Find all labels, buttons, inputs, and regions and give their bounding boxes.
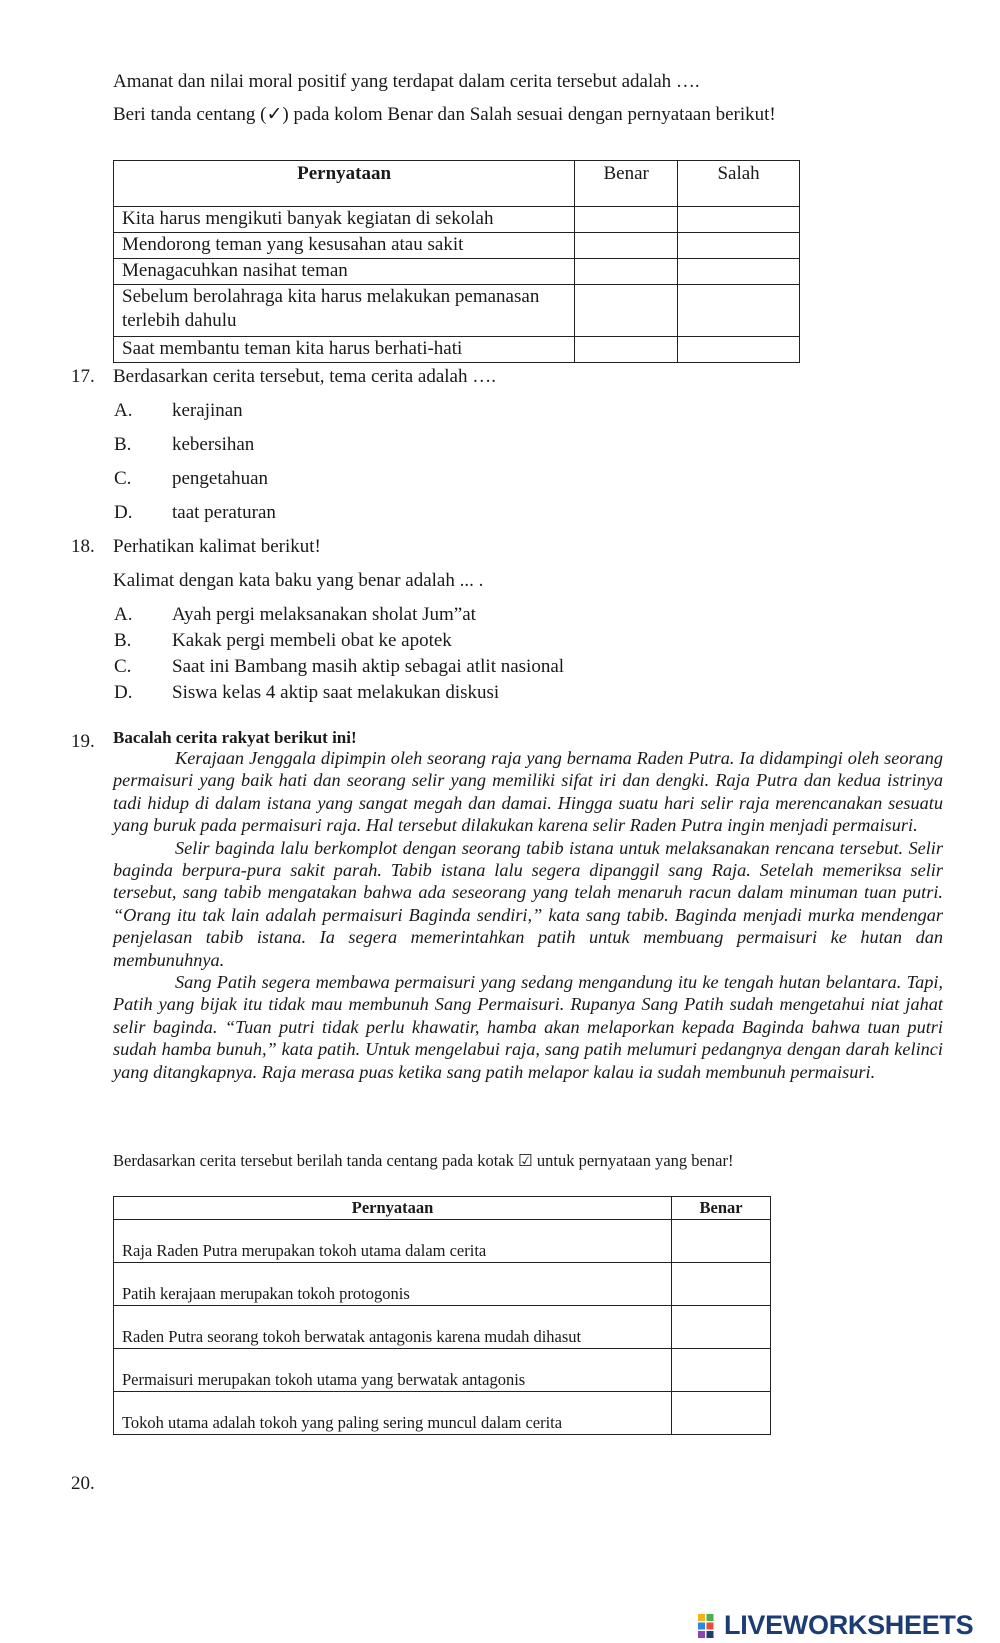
table-row: [114, 1392, 771, 1435]
false-checkbox-cell[interactable]: [678, 285, 800, 337]
true-checkbox-cell[interactable]: [672, 1306, 771, 1349]
true-checkbox-cell[interactable]: [575, 207, 678, 233]
true-checkbox-cell[interactable]: [575, 337, 678, 363]
false-checkbox-cell[interactable]: [678, 337, 800, 363]
statement-cell: Permaisuri merupakan tokoh utama yang berwatak antagonis: [114, 1349, 672, 1392]
q18-option-d-letter: D.: [114, 682, 133, 703]
q16-header-statement: Pernyataan: [114, 161, 575, 207]
q17-question: Berdasarkan cerita tersebut, tema cerita adalah ….: [113, 366, 496, 387]
q18-option-c[interactable]: Saat ini Bambang masih aktip sebagai atlit nasional: [172, 656, 565, 677]
q17-option-d-letter: D.: [114, 502, 133, 523]
q17-option-c[interactable]: pengetahuan: [172, 468, 269, 489]
q20-number: 20.: [71, 1473, 95, 1494]
q18-number: 18.: [71, 536, 95, 557]
q19-number: 19.: [71, 731, 95, 752]
false-checkbox-cell[interactable]: [678, 259, 800, 285]
q19-table-header: [114, 1197, 771, 1220]
q18-option-d[interactable]: Siswa kelas 4 aktip saat melakukan diskusi: [172, 682, 500, 703]
q16-header-false: Salah: [678, 161, 800, 207]
q17-option-a[interactable]: kerajinan: [172, 400, 243, 421]
q16-instruction: Beri tanda centang (✓) pada kolom Benar dan Salah sesuai dengan pernyataan berikut!: [113, 104, 776, 125]
true-checkbox-cell[interactable]: [672, 1392, 771, 1435]
q19-instruction: Berdasarkan cerita tersebut berilah tanda centang pada kotak ☑ untuk pernyataan yang benar!: [113, 1151, 734, 1170]
q19-table: [113, 1196, 771, 1435]
q19-heading: Bacalah cerita rakyat berikut ini!: [113, 728, 357, 747]
table-row: [114, 233, 800, 259]
q19-header-true: Benar: [672, 1197, 771, 1220]
liveworksheets-logo: LIVEWORKSHEETS: [724, 1610, 974, 1640]
story-paragraph: Sang Patih segera membawa permaisuri yang sedang mengandung itu ke tengah hutan belantara. Tapi, Patih yang bijak itu tidak mau membunuh Sang Permaisuri. Rupanya Sang Patih sudah mengetahui niat jahat selir baginda. “Tuan putri tidak perlu khawatir, hamba akan melaporkan kepada Baginda bahwa tuan putri sudah hamba bunuh,” kata patih. Untuk mengelabui raja, sang patih melumuri pedangnya dengan darah kelinci yang ditangkapnya. Raja merasa puas ketika sang patih melapor kalau ia sudah membunuh permaisuri.: [113, 972, 943, 1082]
q16-table: [113, 160, 800, 363]
true-checkbox-cell[interactable]: [672, 1220, 771, 1263]
q17-number: 17.: [71, 366, 95, 387]
q18-option-b[interactable]: Kakak pergi membeli obat ke apotek: [172, 630, 452, 651]
true-checkbox-cell[interactable]: [672, 1349, 771, 1392]
statement-cell: Saat membantu teman kita harus berhati-hati: [114, 337, 575, 363]
q17-option-a-letter: A.: [114, 400, 133, 421]
q18-question: Perhatikan kalimat berikut!: [113, 536, 321, 557]
true-checkbox-cell[interactable]: [575, 233, 678, 259]
table-row: [114, 1263, 771, 1306]
table-row: [114, 207, 800, 233]
q16-table-header: [114, 161, 800, 207]
table-row: [114, 285, 800, 337]
true-checkbox-cell[interactable]: [575, 259, 678, 285]
q17-option-b-letter: B.: [114, 434, 132, 455]
q18-option-b-letter: B.: [114, 630, 132, 651]
false-checkbox-cell[interactable]: [678, 233, 800, 259]
q16-header-true: Benar: [575, 161, 678, 207]
q19-story: [113, 747, 943, 1083]
table-row: [114, 337, 800, 363]
true-checkbox-cell[interactable]: [672, 1263, 771, 1306]
statement-cell: Patih kerajaan merupakan tokoh protogonis: [114, 1263, 672, 1306]
statement-cell: Raja Raden Putra merupakan tokoh utama dalam cerita: [114, 1220, 672, 1263]
q16-intro: Amanat dan nilai moral positif yang terdapat dalam cerita tersebut adalah ….: [113, 71, 700, 92]
q17-option-b[interactable]: kebersihan: [172, 434, 255, 455]
false-checkbox-cell[interactable]: [678, 207, 800, 233]
true-checkbox-cell[interactable]: [575, 285, 678, 337]
story-paragraph: Kerajaan Jenggala dipimpin oleh seorang raja yang bernama Raden Putra. Ia didampingi oleh seorang permaisuri yang baik hati dan seorang selir yang memiliki sifat iri dan dengki. Raja Putra dan kedua istrinya tadi hidup di dalam istana yang sangat megah dan damai. Hingga suatu hari selir raja merencanakan sesuatu yang buruk pada permaisuri raja. Hal tersebut dilakukan karena selir Raden Putra ingin menjadi permaisuri.: [113, 748, 943, 836]
q19-header-statement: Pernyataan: [114, 1197, 672, 1220]
q18-option-a-letter: A.: [114, 604, 133, 625]
statement-cell: Menagacuhkan nasihat teman: [114, 259, 575, 285]
table-row: [114, 259, 800, 285]
story-paragraph: Selir baginda lalu berkomplot dengan seorang tabib istana untuk melaksanakan rencana tersebut. Selir baginda berpura-pura sakit parah. Tabib istana lalu segera dipanggil sang Raja. Setelah memeriksa selir tersebut, sang tabib mengatakan bahwa ada seseorang yang telah menaruh racun dalam minuman tuan putri. “Orang itu tak lain adalah permaisuri Baginda sendiri,” kata sang tabib. Baginda menjadi murka mendengar penjelasan tabib istana. Ia segera memerintahkan patih untuk membuang permaisuri ke hutan dan membunuhnya.: [113, 837, 943, 970]
statement-cell: Kita harus mengikuti banyak kegiatan di sekolah: [114, 207, 575, 233]
q18-sub: Kalimat dengan kata baku yang benar adalah ... .: [113, 570, 484, 591]
q17-option-d[interactable]: taat peraturan: [172, 502, 276, 523]
statement-cell: Tokoh utama adalah tokoh yang paling sering muncul dalam cerita: [114, 1392, 672, 1435]
table-row: [114, 1349, 771, 1392]
q18-option-a[interactable]: Ayah pergi melaksanakan sholat Jum”at: [172, 604, 476, 625]
liveworksheets-logo-icon: [698, 1614, 722, 1638]
table-row: [114, 1306, 771, 1349]
table-row: [114, 1220, 771, 1263]
statement-cell: Sebelum berolahraga kita harus melakukan pemanasan terlebih dahulu: [114, 285, 575, 337]
statement-cell: Raden Putra seorang tokoh berwatak antagonis karena mudah dihasut: [114, 1306, 672, 1349]
statement-cell: Mendorong teman yang kesusahan atau sakit: [114, 233, 575, 259]
q17-option-c-letter: C.: [114, 468, 132, 489]
q18-option-c-letter: C.: [114, 656, 132, 677]
